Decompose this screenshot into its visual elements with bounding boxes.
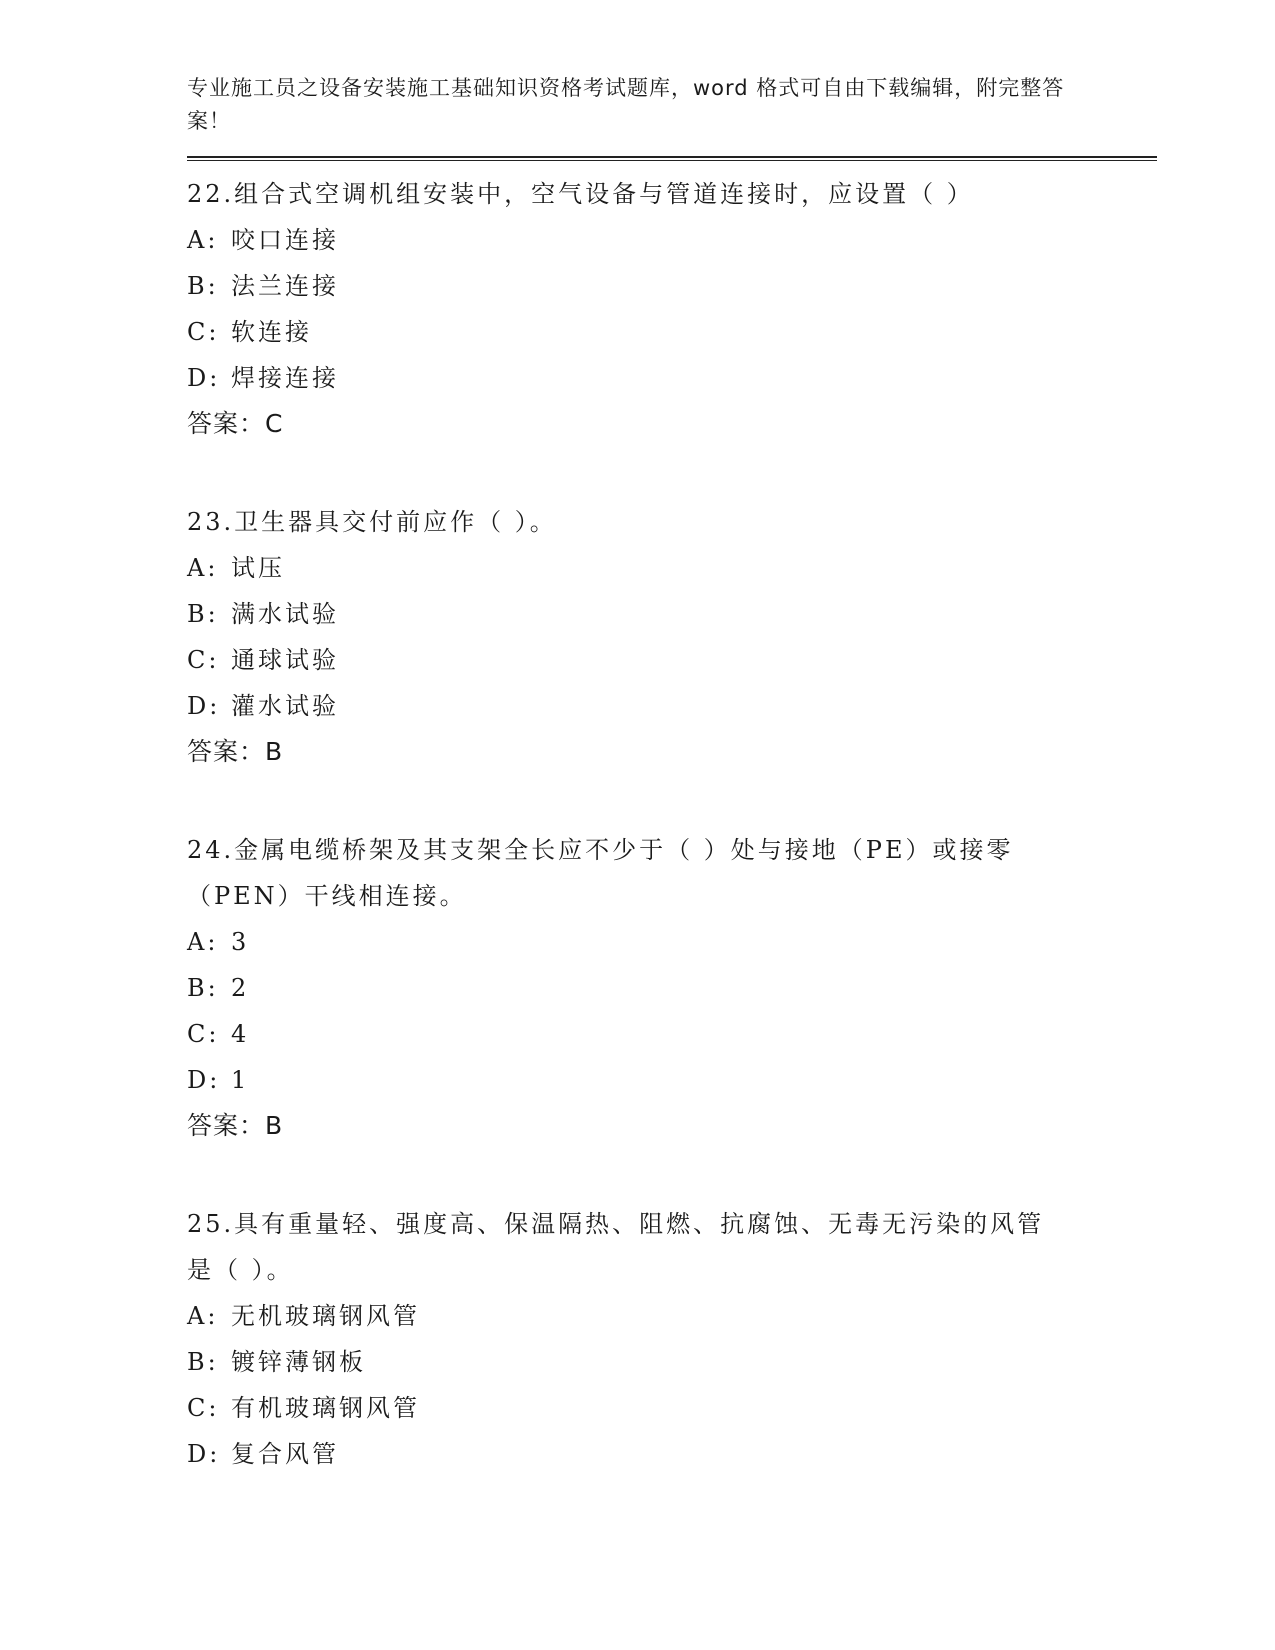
option-key: B:: [187, 1348, 219, 1376]
answer-label: 答案：: [187, 737, 266, 766]
option-text: 通球试验: [231, 646, 339, 674]
option-text: 焊接连接: [231, 364, 339, 392]
option-text: 法兰连接: [231, 272, 339, 300]
answer-option: [187, 1385, 1157, 1431]
option-text: 3: [231, 928, 250, 956]
question-block: [187, 171, 1157, 447]
option-key: C:: [187, 318, 220, 346]
document-page: [187, 72, 1157, 1477]
question-stem: 22.组合式空调机组安装中，空气设备与管道连接时，应设置（ ）: [187, 180, 974, 208]
answer-option: [187, 683, 1157, 729]
option-text: 无机玻璃钢风管: [231, 1302, 420, 1330]
answer-line: [187, 729, 1157, 775]
answer-option: [187, 1431, 1157, 1477]
question-block: [187, 499, 1157, 775]
answer-option: [187, 217, 1157, 263]
question-stem: 25.具有重量轻、强度高、保温隔热、阻燃、抗腐蚀、无毒无污染的风管是（ ）。: [187, 1210, 1045, 1284]
option-key: C:: [187, 1020, 220, 1048]
answer-label: 答案：: [187, 409, 266, 438]
option-text: 试压: [231, 554, 285, 582]
option-key: C:: [187, 1394, 220, 1422]
question-stem: 23.卫生器具交付前应作（ ）。: [187, 508, 557, 536]
answer-option: [187, 637, 1157, 683]
answer-value: B: [265, 1111, 284, 1140]
answer-line: [187, 401, 1157, 447]
option-key: C:: [187, 646, 220, 674]
question-stem: 24.金属电缆桥架及其支架全长应不少于（ ）处与接地（PE）或接零（PEN）干线相连接。: [187, 836, 1014, 910]
answer-option: [187, 1011, 1157, 1057]
option-key: A:: [187, 554, 219, 582]
option-key: D:: [187, 692, 221, 720]
question-list: [187, 171, 1157, 1477]
answer-option: [187, 919, 1157, 965]
option-text: 满水试验: [231, 600, 339, 628]
option-key: B:: [187, 600, 219, 628]
answer-line: [187, 1103, 1157, 1149]
option-text: 2: [231, 974, 250, 1002]
option-key: D:: [187, 1440, 221, 1468]
answer-option: [187, 309, 1157, 355]
answer-option: [187, 545, 1157, 591]
answer-option: [187, 1293, 1157, 1339]
option-key: B:: [187, 974, 219, 1002]
option-text: 咬口连接: [231, 226, 339, 254]
option-key: B:: [187, 272, 219, 300]
answer-value: C: [265, 409, 284, 438]
answer-option: [187, 355, 1157, 401]
question-block: [187, 1201, 1157, 1477]
option-key: A:: [187, 1302, 219, 1330]
header-divider: [187, 156, 1157, 161]
option-text: 1: [231, 1066, 250, 1094]
answer-option: [187, 1057, 1157, 1103]
question-block: [187, 827, 1157, 1149]
option-key: A:: [187, 226, 219, 254]
answer-option: [187, 591, 1157, 637]
option-key: D:: [187, 364, 221, 392]
option-text: 复合风管: [231, 1440, 339, 1468]
document-header: 专业施工员之设备安装施工基础知识资格考试题库，word 格式可自由下载编辑，附完整答案！: [187, 76, 1065, 133]
answer-value: B: [265, 737, 284, 766]
option-text: 有机玻璃钢风管: [231, 1394, 420, 1422]
option-text: 镀锌薄钢板: [231, 1348, 366, 1376]
option-text: 4: [231, 1020, 250, 1048]
option-key: D:: [187, 1066, 221, 1094]
option-text: 软连接: [231, 318, 312, 346]
answer-option: [187, 965, 1157, 1011]
option-text: 灌水试验: [231, 692, 339, 720]
answer-option: [187, 263, 1157, 309]
answer-option: [187, 1339, 1157, 1385]
answer-label: 答案：: [187, 1111, 266, 1140]
option-key: A:: [187, 928, 219, 956]
